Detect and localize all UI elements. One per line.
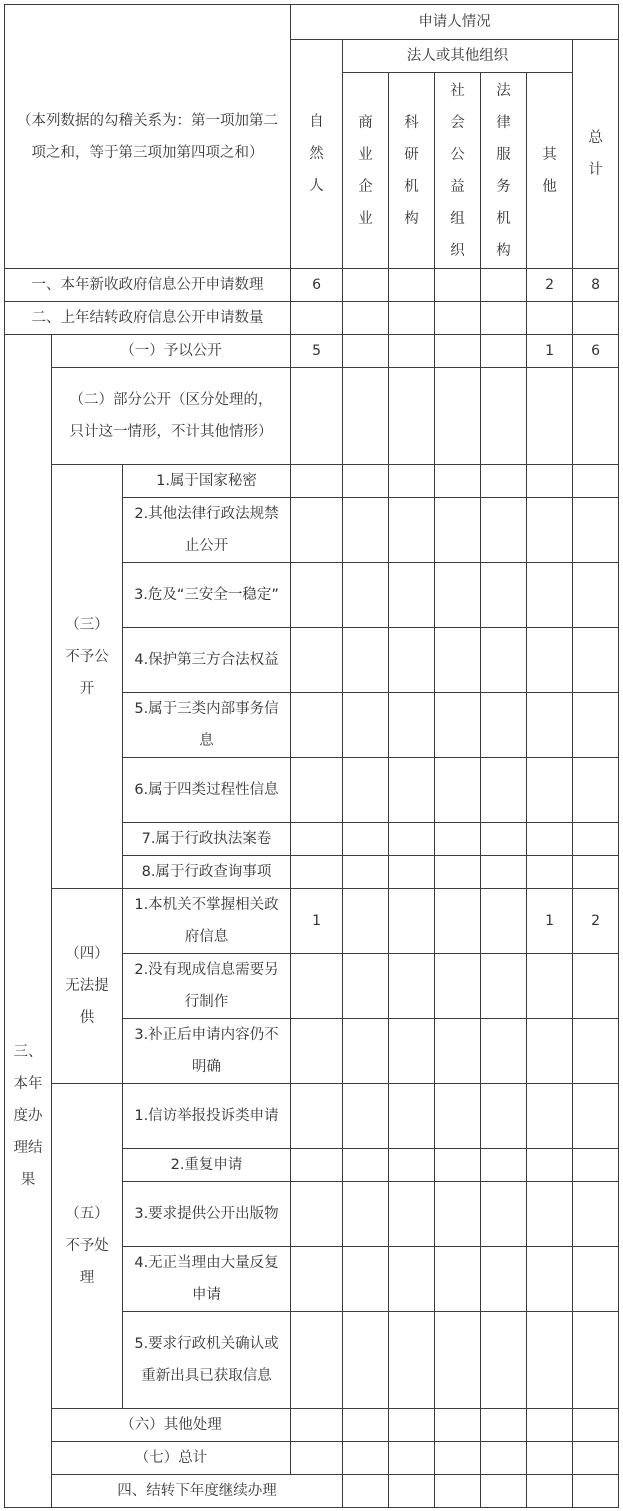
- col-other: 其他: [527, 73, 573, 269]
- cell-s2-commercial: [343, 368, 389, 465]
- row-group-results: 三、本年度办理结果: [5, 335, 52, 1508]
- row-carried-over-label: 二、上年结转政府信息公开申请数量: [5, 302, 291, 335]
- item-published-material: 3.要求提供公开出版物: [123, 1182, 291, 1247]
- cell-r1-commercial: [343, 269, 389, 302]
- cell-s2-natural: [291, 368, 343, 465]
- row-group-unable-to-provide: （四）无法提供: [52, 889, 123, 1084]
- cell-s1-research: [389, 335, 435, 368]
- cell-s1-natural: 5: [291, 335, 343, 368]
- item-internal-affairs: 5.属于三类内部事务信息: [123, 693, 291, 758]
- applicant-situation-header: 申请人情况: [291, 5, 619, 40]
- row-partial-disclosure-label: （二）部分公开（区分处理的，只计这一情形，不计其他情形）: [52, 368, 291, 465]
- cell-s4-1-other: 1: [527, 889, 573, 954]
- cell-s4-1-total: 2: [573, 889, 619, 954]
- column-description: （本列数据的勾稽关系为：第一项加第二项之和，等于第三项加第四项之和）: [5, 5, 291, 269]
- item-petition-complaint: 1.信访举报投诉类申请: [123, 1084, 291, 1149]
- cell-r1-social: [435, 269, 481, 302]
- cell-s4-1-natural: 1: [291, 889, 343, 954]
- cell-r1-natural: 6: [291, 269, 343, 302]
- cell-r2-total: [573, 302, 619, 335]
- cell-s1-commercial: [343, 335, 389, 368]
- item-admin-inquiry: 8.属于行政查询事项: [123, 856, 291, 889]
- col-research: 科研机构: [389, 73, 435, 269]
- cell-r2-natural: [291, 302, 343, 335]
- col-total: 总计: [573, 40, 619, 269]
- item-repeated-mass: 4.无正当理由大量反复申请: [123, 1247, 291, 1312]
- row-group-not-processed: （五）不予处理: [52, 1084, 123, 1409]
- col-natural-person: 自然人: [291, 40, 343, 269]
- item-not-held: 1.本机关不掌握相关政府信息: [123, 889, 291, 954]
- cell-s2-research: [389, 368, 435, 465]
- item-law-enforcement-file: 7.属于行政执法案卷: [123, 823, 291, 856]
- col-legal-service: 法律服务机构: [481, 73, 527, 269]
- government-info-disclosure-table: [4, 4, 619, 1508]
- row-subtotal-label: （七）总计: [52, 1442, 291, 1475]
- item-third-party-rights: 4.保护第三方合法权益: [123, 628, 291, 693]
- item-state-secret: 1.属于国家秘密: [123, 465, 291, 498]
- legal-or-other-org-header: 法人或其他组织: [343, 40, 573, 73]
- item-process-info: 6.属于四类过程性信息: [123, 758, 291, 823]
- cell-r1-total: 8: [573, 269, 619, 302]
- item-confirm-reissue: 5.要求行政机关确认或重新出具已获取信息: [123, 1312, 291, 1409]
- item-endanger-security: 3.危及“三安全一稳定”: [123, 563, 291, 628]
- cell-r2-legal: [481, 302, 527, 335]
- row-disclosed-label: （一）予以公开: [52, 335, 291, 368]
- item-law-prohibits: 2.其他法律行政法规禁止公开: [123, 498, 291, 563]
- col-social-welfare: 社会公益组织: [435, 73, 481, 269]
- item-still-unclear: 3.补正后申请内容仍不明确: [123, 1019, 291, 1084]
- cell-r2-research: [389, 302, 435, 335]
- cell-r1-other: 2: [527, 269, 573, 302]
- row-new-applications-label: 一、本年新收政府信息公开申请数理: [5, 269, 291, 302]
- cell-s1-other: 1: [527, 335, 573, 368]
- cell-s1-social: [435, 335, 481, 368]
- col-commercial: 商业企业: [343, 73, 389, 269]
- row-carry-forward-label: 四、结转下年度继续办理: [52, 1475, 343, 1508]
- cell-r2-social: [435, 302, 481, 335]
- cell-s2-social: [435, 368, 481, 465]
- cell-r1-research: [389, 269, 435, 302]
- item-need-create: 2.没有现成信息需要另行制作: [123, 954, 291, 1019]
- item-duplicate-request: 2.重复申请: [123, 1149, 291, 1182]
- cell-s1-legal: [481, 335, 527, 368]
- cell-s2-total: [573, 368, 619, 465]
- cell-r2-commercial: [343, 302, 389, 335]
- cell-r1-legal: [481, 269, 527, 302]
- cell-s1-total: 6: [573, 335, 619, 368]
- row-group-not-disclosed: （三）不予公开: [52, 465, 123, 889]
- row-other-handling-label: （六）其他处理: [52, 1409, 291, 1442]
- cell-r2-other: [527, 302, 573, 335]
- cell-s2-legal: [481, 368, 527, 465]
- cell-s2-other: [527, 368, 573, 465]
